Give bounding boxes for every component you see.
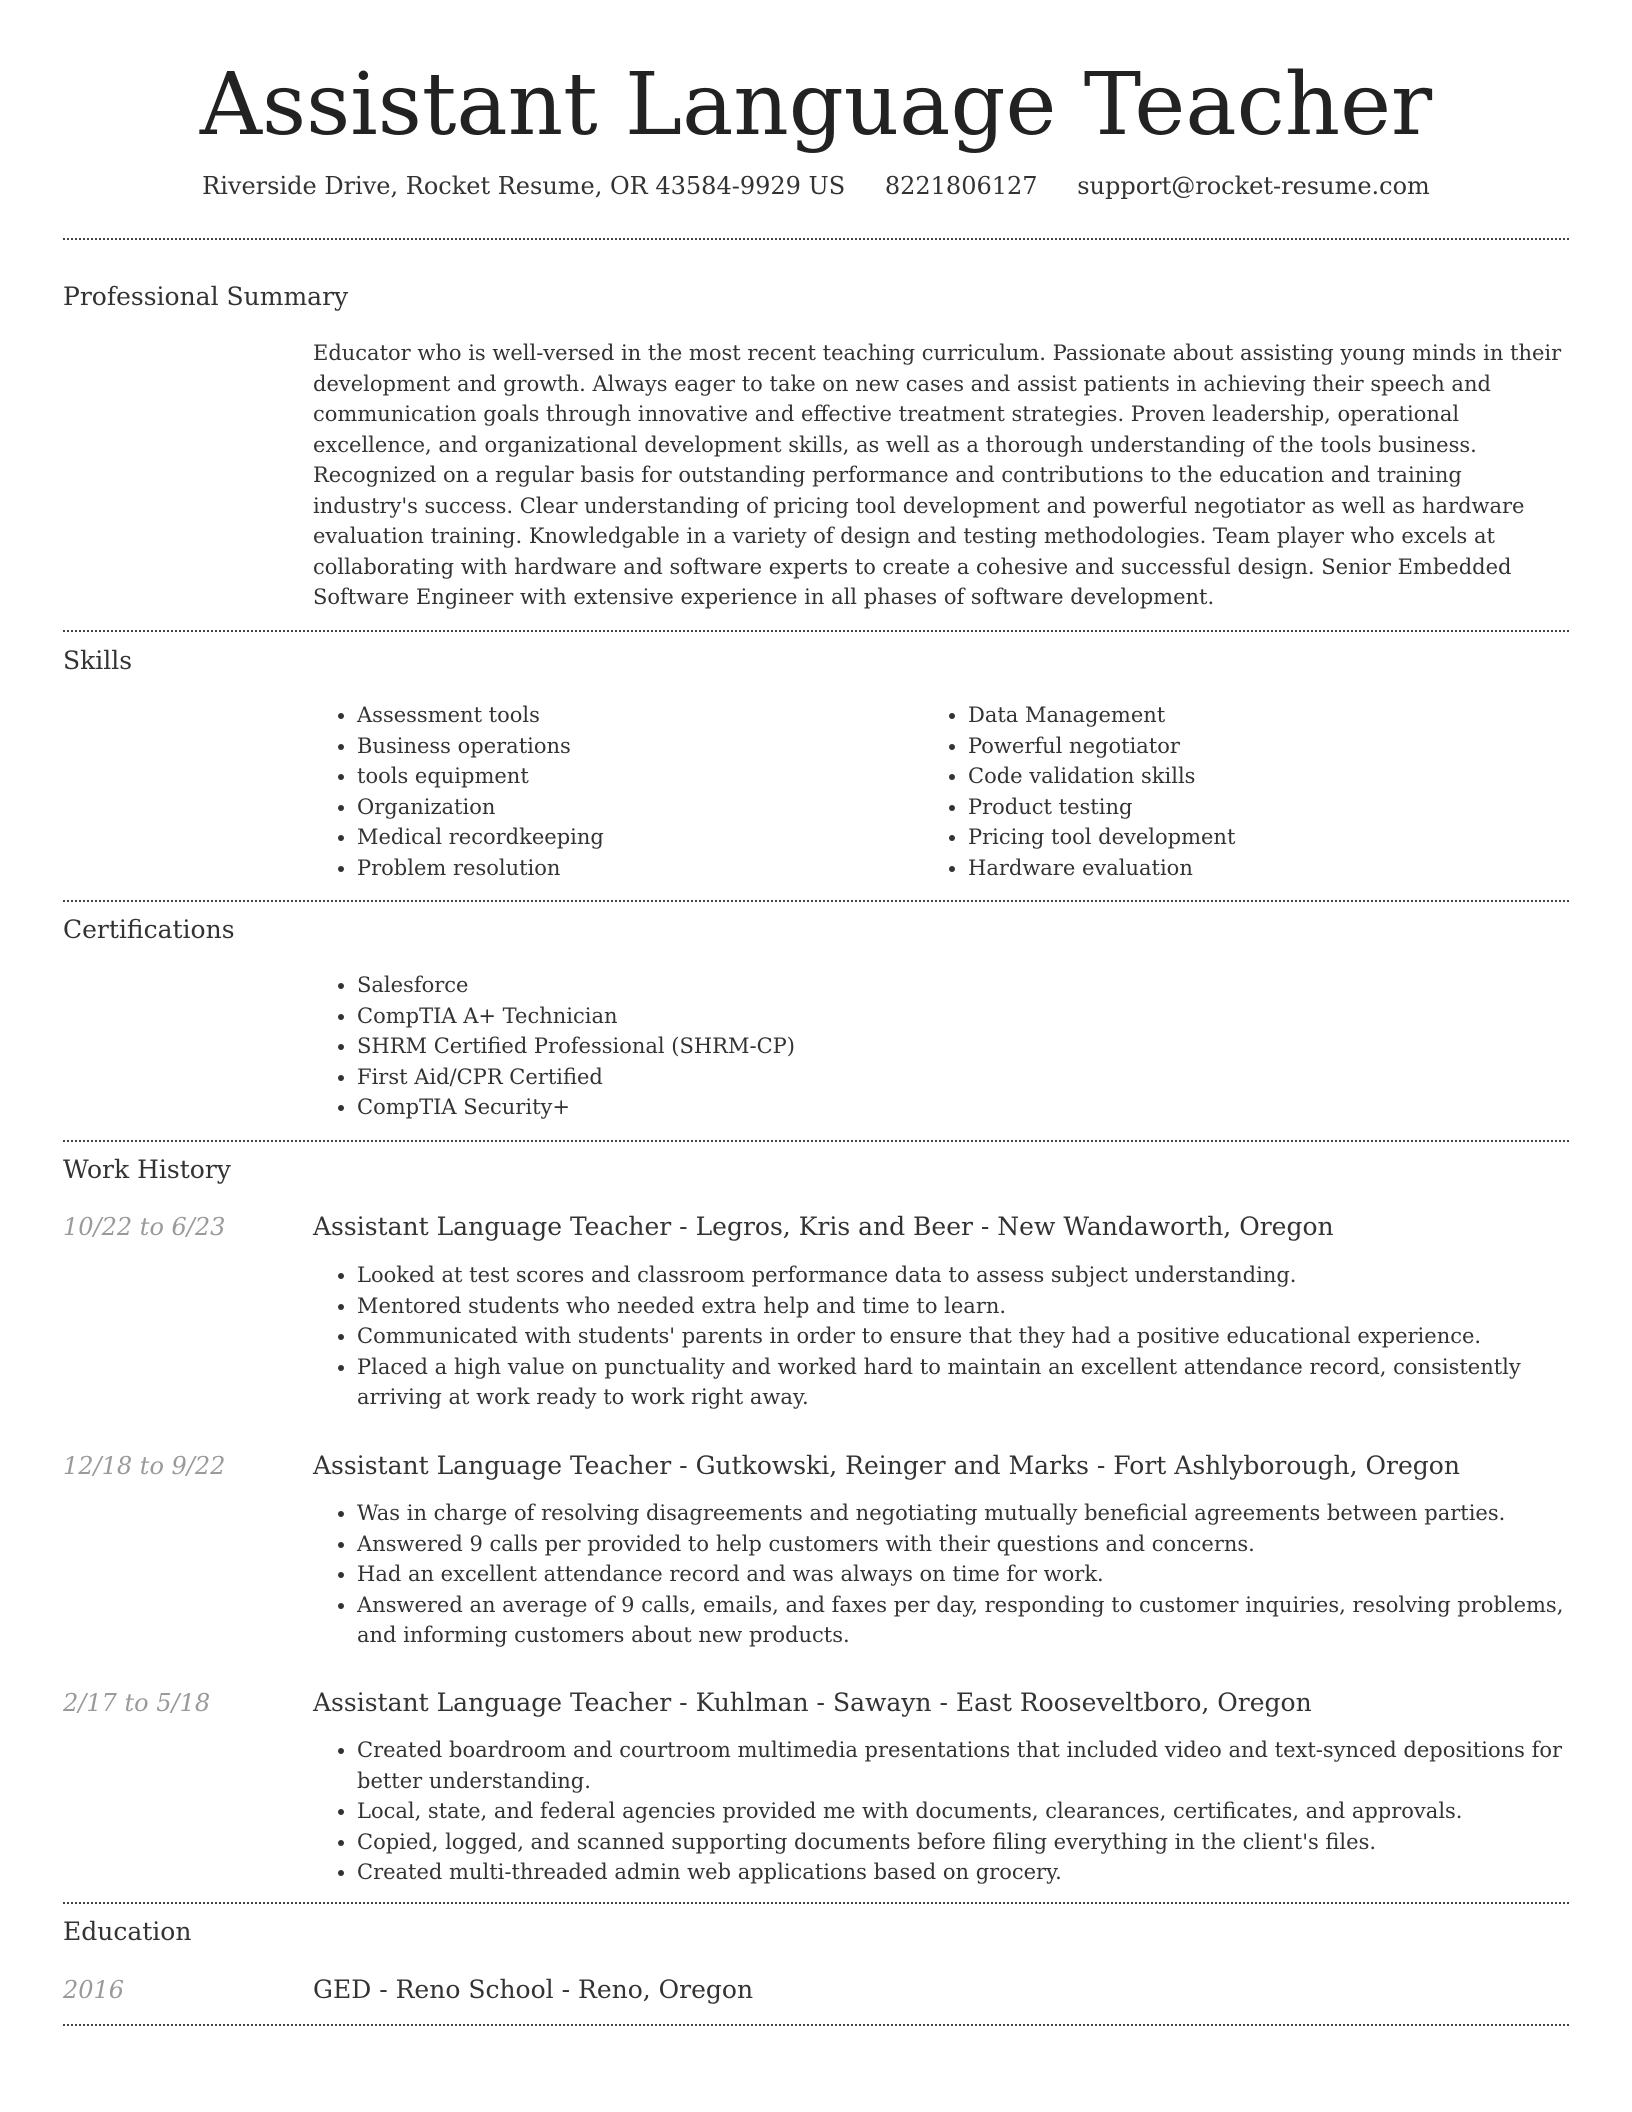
divider <box>63 1902 1569 1904</box>
contact-address: Riverside Drive, Rocket Resume, OR 43584-9929 US <box>202 172 846 200</box>
skill-item: • tools equipment <box>357 761 917 792</box>
certification-item: • SHRM Certified Professional (SHRM-CP) <box>357 1031 1557 1062</box>
skill-item: • Organization <box>357 792 917 823</box>
resume-name-title: Assistant Language Teacher <box>199 55 1433 155</box>
skills-list-left <box>313 700 917 883</box>
skill-item: • Powerful negotiator <box>968 731 1568 762</box>
job-dates: 2/17 to 5/18 <box>63 1689 211 1717</box>
job-bullets <box>313 1735 1597 1888</box>
skill-item: • Medical recordkeeping <box>357 822 917 853</box>
skill-item: • Hardware evaluation <box>968 853 1568 884</box>
job-title: Assistant Language Teacher - Gutkowski, Reinger and Marks - Fort Ashlyborough, Oregon <box>313 1451 1460 1480</box>
divider <box>63 630 1569 632</box>
contact-phone: 8221806127 <box>884 172 1038 200</box>
divider <box>63 2024 1569 2026</box>
skill-item: • Problem resolution <box>357 853 917 884</box>
job-bullet: • Answered 9 calls per provided to help customers with their questions and concerns. <box>357 1529 1597 1560</box>
skill-item: • Data Management <box>968 700 1568 731</box>
divider <box>63 238 1569 240</box>
job-bullet: • Created boardroom and courtroom multimedia presentations that included video and text-synced depositions for better understanding. <box>357 1735 1597 1796</box>
section-heading-skills: Skills <box>63 646 133 675</box>
certifications-list <box>313 970 1557 1123</box>
education-entry: GED - Reno School - Reno, Oregon <box>313 1975 754 2004</box>
certification-item: • Salesforce <box>357 970 1557 1001</box>
section-heading-education: Education <box>63 1917 192 1946</box>
job-bullet: • Answered an average of 9 calls, emails, and faxes per day, responding to customer inquiries, resolving problems, and informing customers about new products. <box>357 1590 1597 1651</box>
job-bullet: • Mentored students who needed extra help and time to learn. <box>357 1291 1597 1322</box>
certification-item: • CompTIA Security+ <box>357 1092 1557 1123</box>
job-dates: 12/18 to 9/22 <box>63 1452 226 1480</box>
job-bullet: • Created multi-threaded admin web applications based on grocery. <box>357 1857 1597 1888</box>
skill-item: • Pricing tool development <box>968 822 1568 853</box>
job-bullet: • Copied, logged, and scanned supporting documents before filing everything in the client's files. <box>357 1827 1597 1858</box>
certification-item: • First Aid/CPR Certified <box>357 1062 1557 1093</box>
skill-item: • Code validation skills <box>968 761 1568 792</box>
job-bullet: • Had an excellent attendance record and was always on time for work. <box>357 1559 1597 1590</box>
job-bullet: • Local, state, and federal agencies provided me with documents, clearances, certificates, and approvals. <box>357 1796 1597 1827</box>
skill-item: • Business operations <box>357 731 917 762</box>
section-heading-summary: Professional Summary <box>63 282 349 311</box>
divider <box>63 1140 1569 1142</box>
section-heading-work-history: Work History <box>63 1155 231 1184</box>
summary-text: Educator who is well-versed in the most recent teaching curriculum. Passionate about assisting young minds in their development and growth. Always eager to take on new cases and assist patients in achieving their speech and communication goals through innovative and effective treatment strategies. Proven leadership, operational excellence, and organizational development skills, as well as a thorough understanding of the tools business. Recognized on a regular basis for outstanding performance and contributions to the education and training industry's success. Clear understanding of pricing tool development and powerful negotiator as well as hardware evaluation training. Knowledgable in a variety of design and testing methodologies. Team player who excels at collaborating with hardware and software experts to create a cohesive and successful design. Senior Embedded Software Engineer with extensive experience in all phases of software development. <box>313 341 1562 609</box>
skill-item: • Product testing <box>968 792 1568 823</box>
job-title: Assistant Language Teacher - Kuhlman - Sawayn - East Rooseveltboro, Oregon <box>313 1688 1312 1717</box>
job-bullets <box>313 1498 1597 1651</box>
job-bullets <box>313 1260 1597 1413</box>
divider <box>63 900 1569 902</box>
job-dates: 10/22 to 6/23 <box>63 1213 226 1241</box>
job-bullet: • Placed a high value on punctuality and worked hard to maintain an excellent attendance record, consistently arriving at work ready to work right away. <box>357 1352 1597 1413</box>
skill-item: • Assessment tools <box>357 700 917 731</box>
job-bullet: • Looked at test scores and classroom performance data to assess subject understanding. <box>357 1260 1597 1291</box>
job-bullet: • Was in charge of resolving disagreements and negotiating mutually beneficial agreements between parties. <box>357 1498 1597 1529</box>
job-bullet: • Communicated with students' parents in order to ensure that they had a positive educational experience. <box>357 1321 1597 1352</box>
section-heading-certifications: Certifications <box>63 915 235 944</box>
certification-item: • CompTIA A+ Technician <box>357 1001 1557 1032</box>
contact-line <box>0 168 1632 204</box>
contact-email: support@rocket-resume.com <box>1077 172 1430 200</box>
education-dates: 2016 <box>63 1976 125 2004</box>
job-title: Assistant Language Teacher - Legros, Kris and Beer - New Wandaworth, Oregon <box>313 1212 1334 1241</box>
skills-list-right <box>924 700 1568 883</box>
